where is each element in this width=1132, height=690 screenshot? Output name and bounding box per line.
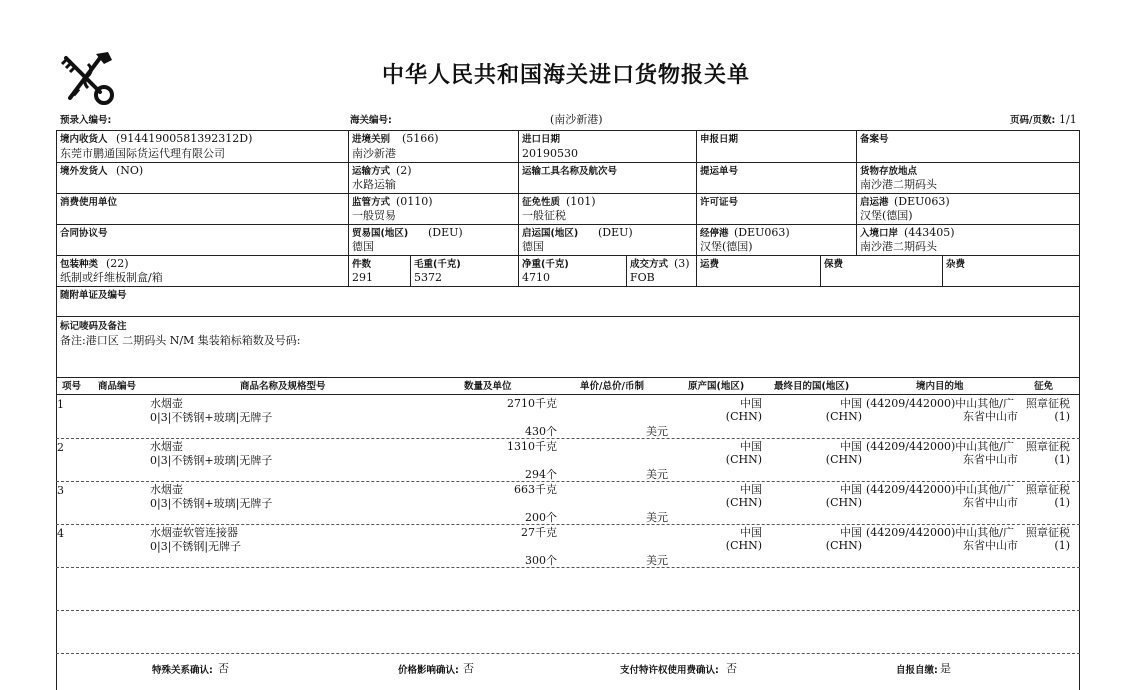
entry-port-value: 南沙港二期码头 bbox=[860, 240, 937, 253]
goods-header-tax: 征免 bbox=[1034, 381, 1054, 392]
goods-currency: 美元 bbox=[646, 468, 668, 481]
pieces-value: 291 bbox=[352, 271, 373, 284]
goods-dest-code: (CHN) bbox=[825, 496, 862, 509]
goods-qty-count: 294个 bbox=[525, 468, 557, 481]
contract-label: 合同协议号 bbox=[60, 228, 108, 239]
goods-no: 1 bbox=[57, 398, 64, 411]
bill-no-label: 提运单号 bbox=[700, 166, 739, 177]
goods-tax: 照章征税 bbox=[1026, 440, 1070, 453]
goods-header-price: 单价/总价/币制 bbox=[580, 381, 644, 392]
table-row bbox=[0, 440, 1132, 483]
package-label: 包装种类 bbox=[60, 259, 99, 270]
entry-port-code: (443405) bbox=[904, 226, 955, 239]
goods-domestic: (44209/442000)中山其他/广 bbox=[866, 397, 1014, 410]
col-divider bbox=[518, 130, 519, 286]
net-weight-label: 净重(千克) bbox=[522, 259, 569, 270]
entry-customs-code: (5166) bbox=[402, 132, 439, 145]
goods-origin-code: (CHN) bbox=[725, 453, 762, 466]
page-title: 中华人民共和国海关进口货物报关单 bbox=[381, 63, 750, 88]
col-divider bbox=[696, 130, 697, 286]
deal-mode-value: FOB bbox=[630, 271, 655, 284]
goods-dest: 中国 bbox=[840, 440, 862, 453]
goods-header-code: 商品编号 bbox=[98, 381, 137, 392]
goods-tax: 照章征税 bbox=[1026, 397, 1070, 410]
storage-label: 货物存放地点 bbox=[860, 166, 918, 177]
deal-mode-code: (3) bbox=[674, 257, 690, 270]
transport-mode-code: (2) bbox=[396, 164, 412, 177]
goods-tax: 照章征税 bbox=[1026, 526, 1070, 539]
via-port-code: (DEU063) bbox=[734, 226, 790, 239]
goods-dest: 中国 bbox=[840, 397, 862, 410]
goods-qty-weight: 2710千克 bbox=[507, 397, 557, 410]
row-divider bbox=[56, 224, 1080, 225]
page-value: 1/1 bbox=[1059, 113, 1077, 126]
goods-origin: 中国 bbox=[740, 483, 762, 496]
vessel-label: 运输工具名称及航次号 bbox=[522, 166, 618, 177]
goods-domestic-2: 东省中山市 bbox=[963, 539, 1018, 552]
goods-header-domestic: 境内目的地 bbox=[916, 381, 964, 392]
goods-dest-code: (CHN) bbox=[825, 410, 862, 423]
self-pay-value: 是 bbox=[940, 662, 951, 675]
via-port-value: 汉堡(德国) bbox=[700, 240, 753, 253]
goods-header-name: 商品名称及规格型号 bbox=[240, 381, 326, 392]
price-impact-value: 否 bbox=[463, 662, 474, 675]
goods-domestic-2: 东省中山市 bbox=[963, 496, 1018, 509]
record-no-label: 备案号 bbox=[860, 134, 889, 145]
goods-currency: 美元 bbox=[646, 554, 668, 567]
goods-header-origin: 原产国(地区) bbox=[688, 381, 745, 392]
row-divider bbox=[56, 377, 1080, 378]
col-divider bbox=[856, 130, 857, 255]
dep-port-value: 汉堡(德国) bbox=[860, 209, 913, 222]
goods-origin-code: (CHN) bbox=[725, 410, 762, 423]
gross-weight-label: 毛重(千克) bbox=[414, 259, 461, 270]
col-divider bbox=[942, 255, 943, 286]
entry-customs-label: 进境关别 bbox=[352, 134, 391, 145]
goods-spec: 0|3|不锈钢+玻璃|无牌子 bbox=[150, 411, 273, 424]
tax-nature-label: 征免性质 bbox=[522, 197, 561, 208]
goods-no: 3 bbox=[57, 484, 64, 497]
goods-name: 水烟壶软管连接器 bbox=[150, 526, 238, 539]
goods-origin: 中国 bbox=[740, 440, 762, 453]
col-divider bbox=[410, 255, 411, 286]
goods-name: 水烟壶 bbox=[150, 440, 183, 453]
royalty-label: 支付特许权使用费确认: bbox=[620, 665, 719, 676]
trade-country-label: 贸易国(地区) bbox=[352, 228, 409, 239]
row-divider bbox=[56, 255, 1080, 256]
goods-name: 水烟壶 bbox=[150, 397, 183, 410]
storage-value: 南沙港二期码头 bbox=[860, 178, 937, 191]
col-divider bbox=[820, 255, 821, 286]
goods-qty-weight: 27千克 bbox=[521, 526, 557, 539]
row-divider bbox=[56, 286, 1080, 287]
net-weight-value: 4710 bbox=[522, 271, 550, 284]
shipper-code: (NO) bbox=[116, 164, 144, 177]
page-label: 页码/页数: bbox=[1010, 115, 1056, 126]
preentry-no-label: 预录入编号: bbox=[60, 115, 112, 126]
trade-country-code: (DEU) bbox=[428, 226, 463, 239]
goods-origin-code: (CHN) bbox=[725, 496, 762, 509]
goods-spec: 0|3|不锈钢+玻璃|无牌子 bbox=[150, 497, 273, 510]
goods-tax-code: (1) bbox=[1054, 410, 1070, 423]
goods-currency: 美元 bbox=[646, 511, 668, 524]
special-relation-label: 特殊关系确认: bbox=[152, 665, 213, 676]
goods-spec: 0|3|不锈钢|无牌子 bbox=[150, 540, 242, 553]
customs-no-label: 海关编号: bbox=[350, 115, 392, 126]
consignee-code: (91441900581392312D) bbox=[116, 132, 253, 145]
deal-mode-label: 成交方式 bbox=[630, 259, 669, 270]
goods-header-no: 项号 bbox=[62, 381, 82, 392]
goods-domestic: (44209/442000)中山其他/广 bbox=[866, 483, 1014, 496]
dep-port-code: (DEU063) bbox=[894, 195, 950, 208]
supervision-value: 一般贸易 bbox=[352, 209, 396, 222]
import-date-label: 进口日期 bbox=[522, 134, 561, 145]
dep-country-value: 德国 bbox=[522, 240, 544, 253]
goods-dest-code: (CHN) bbox=[825, 539, 862, 552]
row-divider bbox=[56, 162, 1080, 163]
license-label: 许可证号 bbox=[700, 197, 739, 208]
marks-value: 备注:港口区 二期码头 N/M 集装箱标箱数及号码: bbox=[60, 334, 301, 347]
trade-country-value: 德国 bbox=[352, 240, 374, 253]
package-value: 纸制或纤维板制盒/箱 bbox=[60, 271, 163, 284]
misc-fee-label: 杂费 bbox=[946, 259, 966, 270]
special-relation-value: 否 bbox=[218, 662, 229, 675]
transport-mode-value: 水路运输 bbox=[352, 178, 396, 191]
goods-dest-code: (CHN) bbox=[825, 453, 862, 466]
goods-currency: 美元 bbox=[646, 425, 668, 438]
goods-qty-count: 430个 bbox=[525, 425, 557, 438]
gross-weight-value: 5372 bbox=[414, 271, 442, 284]
goods-origin-code: (CHN) bbox=[725, 539, 762, 552]
goods-qty-count: 300个 bbox=[525, 554, 557, 567]
marks-label: 标记唛码及备注 bbox=[60, 321, 127, 332]
col-divider bbox=[348, 130, 349, 286]
self-pay-label: 自报自缴: bbox=[896, 665, 938, 676]
goods-domestic-2: 东省中山市 bbox=[963, 410, 1018, 423]
goods-row-divider bbox=[56, 653, 1080, 654]
via-port-label: 经停港 bbox=[700, 228, 729, 239]
consignee-value: 东莞市鹏通国际货运代理有限公司 bbox=[60, 147, 225, 160]
docs-label: 随附单证及编号 bbox=[60, 290, 127, 301]
goods-domestic: (44209/442000)中山其他/广 bbox=[866, 440, 1014, 453]
supervision-label: 监管方式 bbox=[352, 197, 391, 208]
shipper-label: 境外发货人 bbox=[60, 166, 108, 177]
goods-header-qty: 数量及单位 bbox=[464, 381, 512, 392]
goods-dest: 中国 bbox=[840, 526, 862, 539]
goods-name: 水烟壶 bbox=[150, 483, 183, 496]
goods-tax-code: (1) bbox=[1054, 539, 1070, 552]
package-code: (22) bbox=[106, 257, 129, 270]
goods-tax-code: (1) bbox=[1054, 453, 1070, 466]
insurance-label: 保费 bbox=[824, 259, 844, 270]
goods-header-dest: 最终目的国(地区) bbox=[774, 381, 850, 392]
col-divider bbox=[626, 255, 627, 286]
price-impact-label: 价格影响确认: bbox=[398, 665, 459, 676]
goods-qty-count: 200个 bbox=[525, 511, 557, 524]
goods-no: 4 bbox=[57, 527, 64, 540]
goods-no: 2 bbox=[57, 441, 64, 454]
dep-country-label: 启运国(地区) bbox=[522, 228, 579, 239]
import-date-value: 20190530 bbox=[522, 147, 578, 160]
tax-nature-value: 一般征税 bbox=[522, 209, 566, 222]
table-row bbox=[0, 526, 1132, 569]
goods-qty-weight: 663千克 bbox=[514, 483, 557, 496]
consumer-label: 消费使用单位 bbox=[60, 197, 118, 208]
transport-mode-label: 运输方式 bbox=[352, 166, 391, 177]
royalty-value: 否 bbox=[726, 662, 737, 675]
goods-tax-code: (1) bbox=[1054, 496, 1070, 509]
goods-qty-weight: 1310千克 bbox=[507, 440, 557, 453]
goods-row-divider bbox=[56, 610, 1080, 611]
pieces-label: 件数 bbox=[352, 259, 372, 270]
goods-domestic: (44209/442000)中山其他/广 bbox=[866, 526, 1014, 539]
goods-spec: 0|3|不锈钢+玻璃|无牌子 bbox=[150, 454, 273, 467]
port-note: (南沙新港) bbox=[550, 113, 603, 126]
dep-port-label: 启运港 bbox=[860, 197, 889, 208]
table-row bbox=[0, 397, 1132, 440]
goods-origin: 中国 bbox=[740, 526, 762, 539]
freight-label: 运费 bbox=[700, 259, 720, 270]
row-divider bbox=[56, 193, 1080, 194]
tax-nature-code: (101) bbox=[566, 195, 596, 208]
row-divider bbox=[56, 316, 1080, 317]
entry-customs-value: 南沙新港 bbox=[352, 147, 396, 160]
declare-date-label: 申报日期 bbox=[700, 134, 739, 145]
goods-origin: 中国 bbox=[740, 397, 762, 410]
dep-country-code: (DEU) bbox=[598, 226, 633, 239]
supervision-code: (0110) bbox=[396, 195, 433, 208]
table-row bbox=[0, 483, 1132, 526]
goods-header-divider bbox=[56, 394, 1080, 395]
entry-port-label: 入境口岸 bbox=[860, 228, 899, 239]
consignee-label: 境内收货人 bbox=[60, 134, 108, 145]
goods-domestic-2: 东省中山市 bbox=[963, 453, 1018, 466]
goods-dest: 中国 bbox=[840, 483, 862, 496]
goods-tax: 照章征税 bbox=[1026, 483, 1070, 496]
